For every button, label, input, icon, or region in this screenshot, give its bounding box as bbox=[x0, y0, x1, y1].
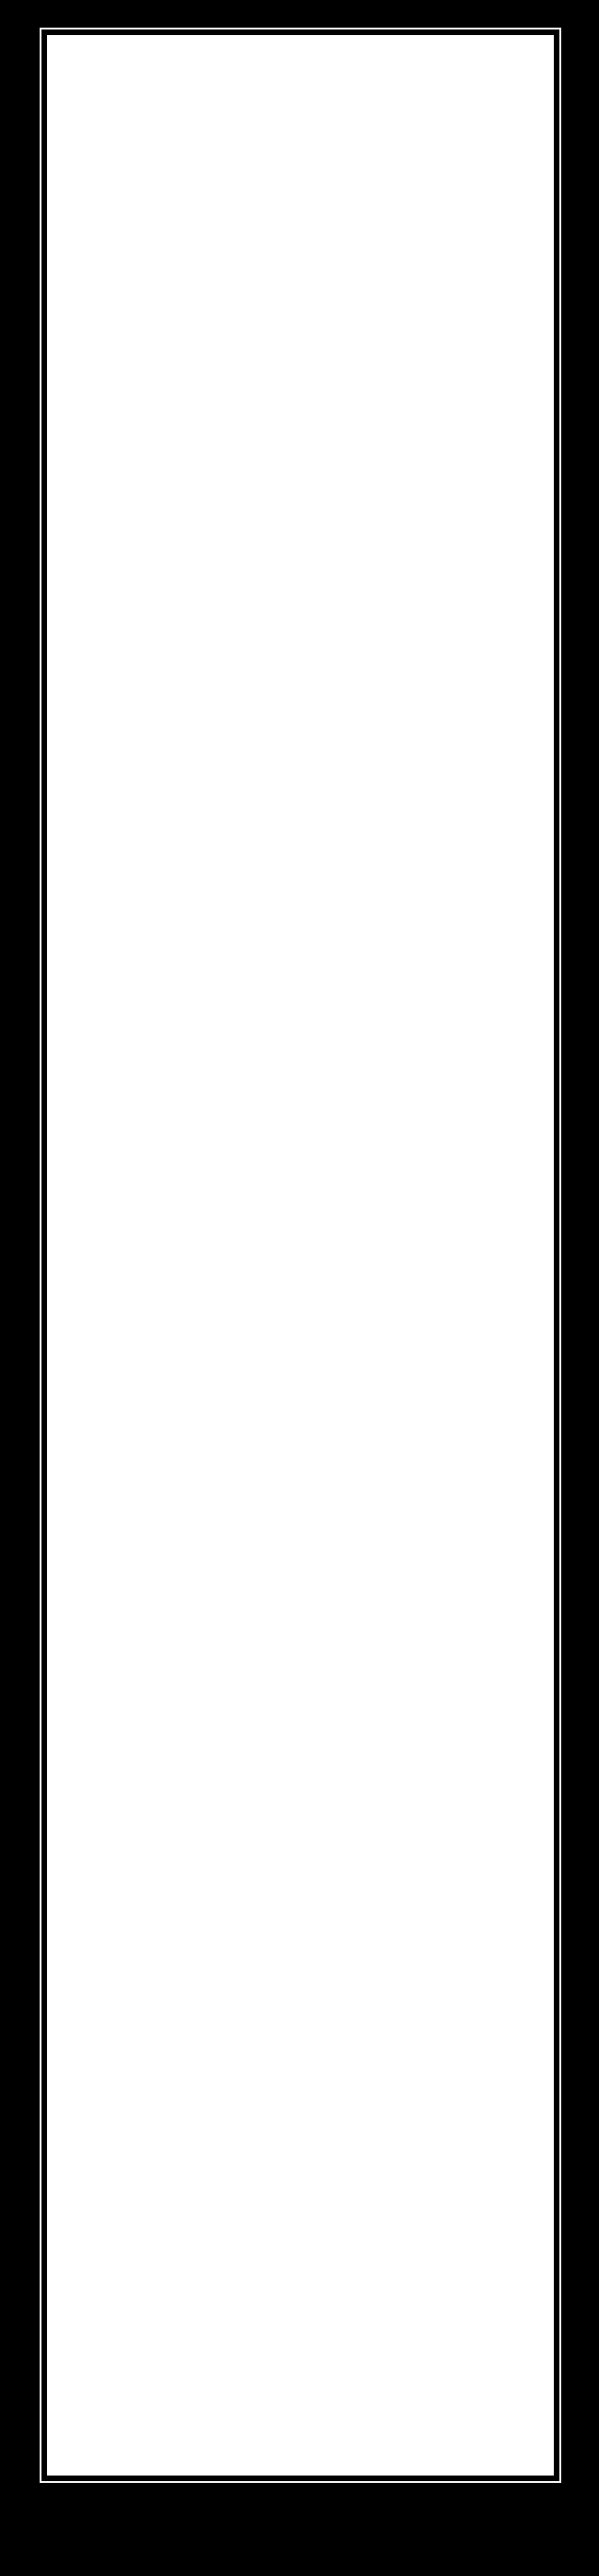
warning-label bbox=[47, 35, 554, 2476]
poster-frame bbox=[40, 28, 561, 2483]
